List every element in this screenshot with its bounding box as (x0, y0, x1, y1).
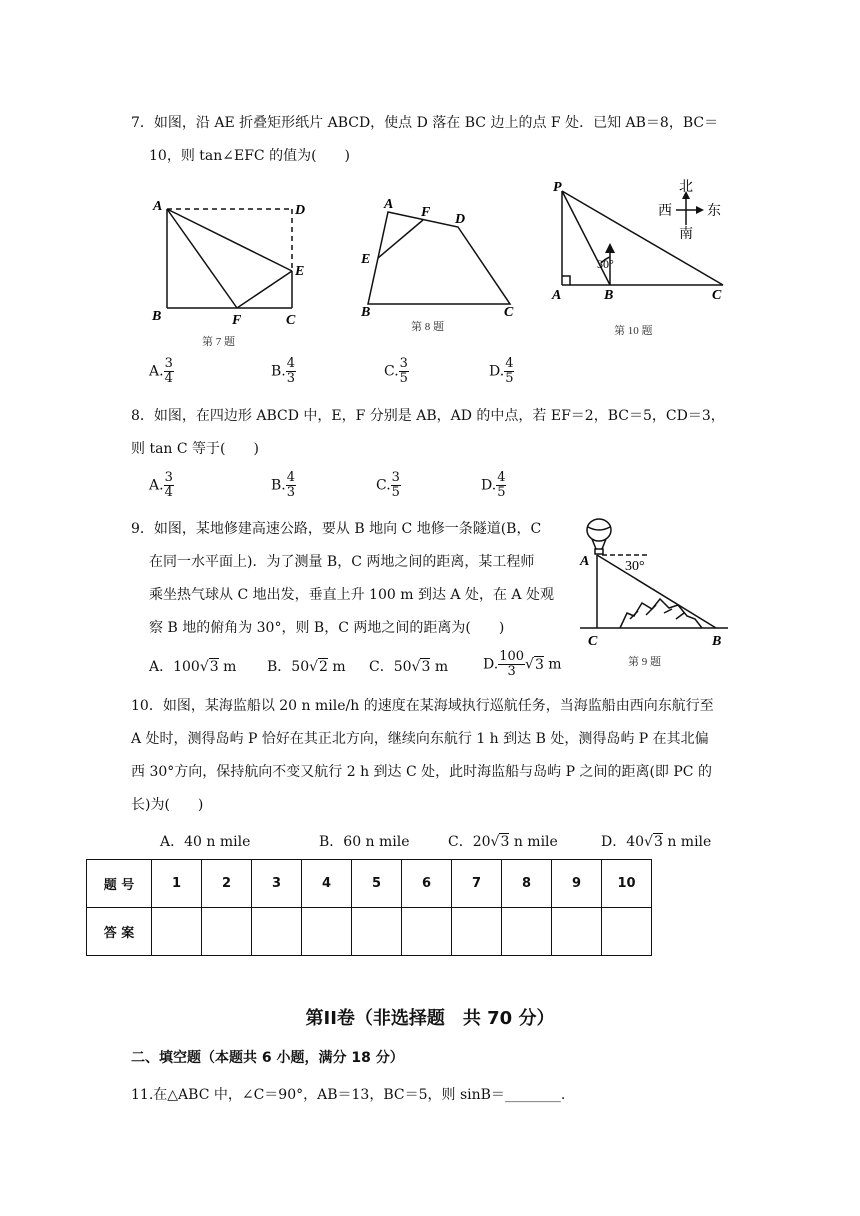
table-number-cell: 3 (252, 860, 302, 908)
q9-line-3: 乘坐热气球从 C 地出发，垂直上升 100 m 到达 A 处，在 A 处观 (149, 587, 554, 603)
q7-option-d: D. $\frac{4}{5}$ (489, 356, 514, 386)
answer-cell[interactable] (402, 908, 452, 956)
fig10-north: 北 (679, 180, 693, 195)
q8-option-c: C. $\frac{3}{5}$ (376, 470, 400, 500)
q7-line-2: 10，则 tan∠EFC 的值为( ) (149, 148, 351, 164)
fig10-label-p: P (553, 180, 562, 195)
table-number-cell: 9 (552, 860, 602, 908)
answer-table-answer-row (87, 908, 652, 956)
fig7-label-a: A (153, 199, 163, 214)
table-number-cell: 10 (602, 860, 652, 908)
answer-cell[interactable] (352, 908, 402, 956)
answer-table-header-row (87, 860, 652, 908)
answer-cell[interactable] (202, 908, 252, 956)
answer-cell[interactable] (502, 908, 552, 956)
answer-cell[interactable] (452, 908, 502, 956)
fig7-label-d: D (295, 203, 306, 218)
fig8-label-d: D (455, 212, 466, 227)
fig10-label-a: A (552, 288, 562, 303)
q10-line-1: 10．如图，某海监船以 20 n mile/h 的速度在某海域执行巡航任务，当海监船由西向东航行至 (131, 698, 714, 714)
q9-option-a: A．100√3 m (149, 659, 237, 675)
q10-option-b: B．60 n mile (319, 834, 410, 850)
fig8-label-a: A (384, 197, 394, 212)
table-number-cell: 2 (202, 860, 252, 908)
q8-option-b: B. $\frac{4}{3}$ (271, 470, 296, 500)
q10-line-2: A 处时，测得岛屿 P 恰好在其正北方向，继续向东航行 1 h 到达 B 处，测得岛屿 P 在其北偏 (131, 731, 709, 747)
fig7-caption: 第 7 题 (202, 336, 235, 348)
fig10-angle: 30° (597, 257, 614, 271)
fig8-label-f: F (421, 205, 431, 220)
fig10-west: 西 (658, 204, 672, 219)
table-number-cell: 1 (152, 860, 202, 908)
q8-line-1: 8．如图，在四边形 ABCD 中，E，F 分别是 AB，AD 的中点，若 EF＝2，BC＝5，CD＝3， (131, 408, 725, 424)
q8-line-2: 则 tan C 等于( ) (131, 441, 259, 457)
part2-title: 第II卷（非选择题 共 70 分） (305, 1008, 555, 1029)
figure-7 (140, 190, 320, 355)
figure-8 (355, 192, 530, 340)
q10-option-d: D．40√3 n mile (601, 834, 712, 850)
table-number-cell: 6 (402, 860, 452, 908)
q7-option-c: C. $\frac{3}{5}$ (384, 356, 408, 386)
answer-table (86, 859, 652, 956)
fig8-label-c: C (504, 305, 514, 320)
answer-cell[interactable] (302, 908, 352, 956)
table-number-cell: 7 (452, 860, 502, 908)
fig10-caption: 第 10 题 (614, 325, 653, 337)
fig7-label-e: E (295, 264, 305, 279)
fig9-label-c: C (588, 634, 598, 649)
q7-line-1: 7．如图，沿 AE 折叠矩形纸片 ABCD，使点 D 落在 BC 边上的点 F 处．已知 AB＝8，BC＝ (131, 115, 719, 131)
table-answer-label: 答 案 (87, 908, 152, 956)
table-number-cell: 4 (302, 860, 352, 908)
fig8-label-b: B (361, 305, 371, 320)
q9-line-2: 在同一水平面上)．为了测量 B，C 两地之间的距离，某工程师 (149, 554, 535, 570)
fig9-angle: 30° (625, 559, 645, 574)
answer-cell[interactable] (252, 908, 302, 956)
answer-cell[interactable] (602, 908, 652, 956)
fig10-label-b: B (604, 288, 614, 303)
q10-option-a: A．40 n mile (160, 834, 251, 850)
q8-option-d: D. $\frac{4}{5}$ (481, 470, 506, 500)
fig7-label-f: F (232, 313, 242, 328)
table-number-cell: 5 (352, 860, 402, 908)
q11-text: 11.在△ABC 中，∠C＝90°，AB＝13，BC＝5，则 sinB＝________. (131, 1087, 566, 1103)
q8-option-a: A. $\frac{3}{4}$ (149, 470, 173, 500)
fig7-label-c: C (286, 313, 296, 328)
figure-9 (572, 515, 742, 673)
q7-option-b: B. $\frac{4}{3}$ (271, 356, 296, 386)
q10-line-3: 西 30°方向，保持航向不变又航行 2 h 到达 C 处，此时海监船与岛屿 P 之间的距离(即 PC 的 (131, 764, 712, 780)
fig9-label-a: A (580, 554, 590, 569)
table-header-label: 题 号 (87, 860, 152, 908)
fig8-caption: 第 8 题 (411, 321, 444, 333)
section2-title: 二、填空题（本题共 6 小题，满分 18 分） (131, 1050, 404, 1066)
q10-option-c: C．20√3 n mile (448, 834, 558, 850)
fig9-label-b: B (712, 634, 722, 649)
answer-cell[interactable] (152, 908, 202, 956)
q9-option-d: D. $\frac{100}{3}$ √3 m (483, 649, 562, 679)
fig10-east: 东 (707, 204, 721, 219)
figure-10 (548, 175, 738, 345)
fig9-caption: 第 9 题 (628, 656, 661, 668)
q9-line-1: 9．如图，某地修建高速公路，要从 B 地向 C 地修一条隧道(B，C (131, 521, 542, 537)
fig10-label-c: C (712, 288, 722, 303)
q9-line-4: 察 B 地的俯角为 30°，则 B，C 两地之间的距离为( ) (149, 620, 505, 636)
fig7-label-b: B (152, 309, 162, 324)
table-number-cell: 8 (502, 860, 552, 908)
fig10-south: 南 (679, 227, 693, 242)
q9-option-c: C．50√3 m (369, 659, 449, 675)
q7-option-a: A. $\frac{3}{4}$ (149, 356, 173, 386)
fig8-label-e: E (361, 252, 371, 267)
answer-cell[interactable] (552, 908, 602, 956)
q10-line-4: 长)为( ) (131, 797, 204, 813)
q9-option-b: B．50√2 m (267, 659, 346, 675)
